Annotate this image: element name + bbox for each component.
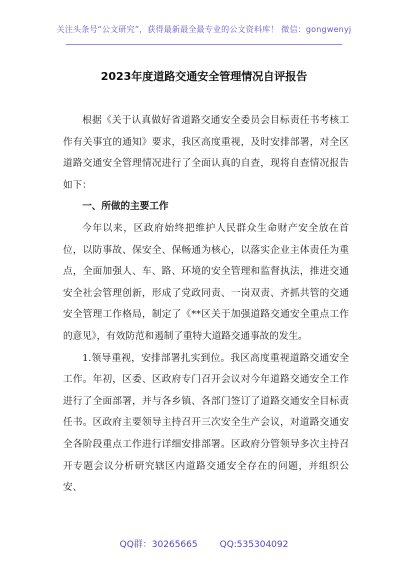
footer-contact: [0, 537, 408, 550]
header-divider: [66, 44, 342, 45]
document-body: [63, 110, 349, 499]
header-banner: 关注头条号“公文研究”，获得最新最全最专业的公文资料库！ 微信：gongwenyj: [56, 25, 352, 34]
overview-paragraph: 今年以来，区政府始终把维护人民群众生命财产安全放在首位，以防事故、保安全、保畅通为核心，以落实企业主体责任为重点，全面加强人、车、路、环境的安全管理和监督执法，推进交通安全社会管理创新，形成了党政同责、一岗双责、齐抓共管的交通安全管理工作格局，制定了《**区关于加强道路交通安全重点工作的意见》，有效防范和遏制了重特大道路交通事故的发生。: [63, 222, 349, 342]
qq-number: QQ:535304092: [219, 540, 289, 550]
leadership-paragraph: 1.领导重视，安排部署扎实到位。我区高度重视道路交通安全工作。年初，区委、区政府专门召开会议对今年道路交通安全工作进行了全面部署，并与各乡镇、各部门签订了道路交通安全目标责任书。区政府主要领导主持召开三次安全生产会议，对道路交通安全各阶段重点工作进行详细安排部署。区政府分管领导多次主持召开专题会议分析研究辖区内道路交通安全存在的问题，并组织公安、: [63, 352, 349, 494]
document-title: 2023年度道路交通安全管理情况自评报告: [100, 70, 308, 83]
section-heading: 一、所做的主要工作: [82, 201, 169, 213]
intro-paragraph: 根据《关于认真做好省道路交通安全委员会目标责任书考核工作有关事宜的通知》要求，我区高度重视，及时安排部署，对全区道路交通安全管理情况进行了全面认真的自查，现将自查情况报告如下：: [63, 115, 349, 191]
qq-group: QQ群：30265665: [119, 540, 198, 550]
